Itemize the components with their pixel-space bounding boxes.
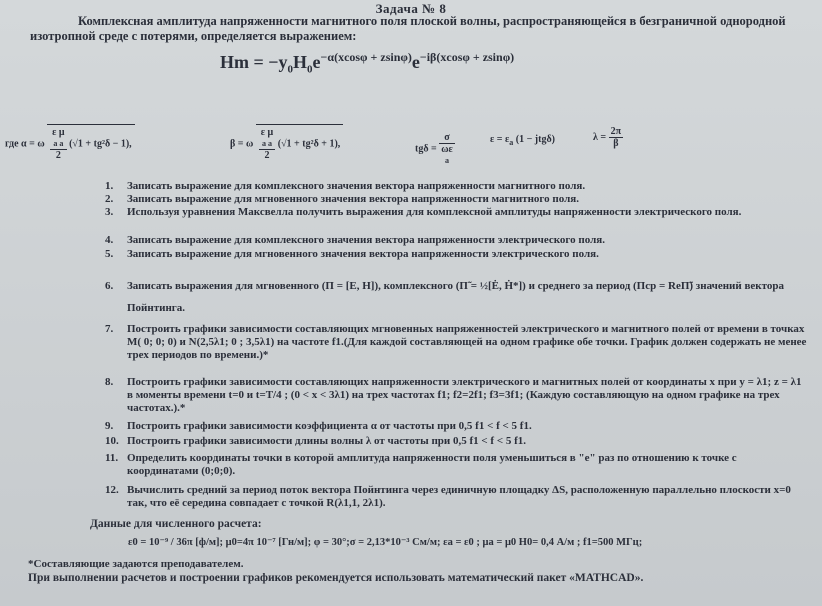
tg-definition: tgδ = σ ωε a (415, 132, 453, 165)
formula-exp-2: −iβ(xcosφ + zsinφ) (419, 50, 515, 64)
beta-sqrt: ε μ a a 2 (√1 + tg²δ + 1), (256, 124, 344, 161)
data-title: Данные для численного расчета: (90, 518, 262, 530)
document-page: Задача № 8 Комплексная амплитуда напряженности магнитного поля плоской волны, распространяющейся в безграничной однородной изотропной среде с потерями, определяется выражением: $Hm = -y_0H_0e^{-\alpha(xcos\varphi + zsin\varphi)}e^{-i\beta(xcos\varphi + zsin\varphi)}$ где α = ω ε μ a a 2 (√1 + tg²δ − 1), β = ω ε μ a a 2 (√1 + tg²δ + 1), tgδ = σ ωε a $\varepsilon = \varepsilon_a$ (1 − jtgδ) λ = $\frac{2\pi}{\beta}$ 1. Записать выражение для комплексного значения вектора напряженности магнитного поля. 2. Записать выражение для мгновенного значения вектора напряженности магнитного поля. 3. Используя уравнения Максвелла получить выражения для комплексной амплитуды напряженности электрического поля. 4. Записать выражение для комплексного значения вектора напряженности электрического поля. 5. Записать выражение для мгновенного значения вектора напряженности электрического поля. 6. Записать выражения для мгновенного (Π = [E, H]), комплексного (Π̃ = ½[Ė, Ḣ*]) и среднего за период (Πср = ReΠ̃) значений вектора Пойнтинга. 7. Построить графики зависимости составляющих мгновенных напряженностей электрического и магнитного полей от времени в точках M( 0; 0; 0) и N(2,5λ1; 0 ; 3,5λ1) на частоте f1.(Для каждой составляющей на одном графике обе точки. График должен содержать не менее трех периодов по времени.)* 8. Построить графики зависимости составляющих напряженности электрического и магнитных полей от координаты x при y = λ1; z = λ1 в моменты времени t=0 и t=T/4 ; (0 < x < 3λ1) на трех частотах f1; f2=2f1; f3=3f1; (Каждую составляющую на одном графике на трех частотах.).* 9. Построить графики зависимости коэффициента α от частоты при 0,5 f1 < f < 5 f1. 10. Построить графики зависимости длины волны λ от частоты при 0,5 f1 < f < 5 f1. 11. Определить координаты точки в которой амплитуда напряженности поля уменьшиться в "е" раз по отношению к точке с координатами (0;0;0). 12. Вычислить средний за период поток вектора Пойнтинга через единичную площадку ΔS, расположенную параллельно плоскости x=0 так, что её середина совпадает с точкой R(λ1,1, 2λ1). Данные для численного расчета: ε0 = 10⁻⁹ / 36π [ф/м]; μ0=4π 10⁻⁷ [Гн/м]; φ = 30°;σ = 2,13*10⁻³ См/м; εa = ε0 ; μa = μ0 H0= 0,4 А/м ; f1=500 МГц; *Составляющие задаются преподавателем. При выполнении расчетов и построении графиков рекомендуется использовать математический пакет «MATHCAD». (0, 0, 822, 606)
formula-h: H (293, 52, 308, 72)
alpha-sqrt: ε μ a a 2 (√1 + tg²δ − 1), (47, 124, 135, 161)
alpha-definition: где α = ω ε μ a a 2 (√1 + tg²δ − 1), (5, 124, 135, 161)
beta-definition: β = ω ε μ a a 2 (√1 + tg²δ + 1), (230, 124, 343, 161)
intro-paragraph: Комплексная амплитуда напряженности магнитного поля плоской волны, распространяющейся в безграничной однородной изотропной среде с потерями, определяется выражением: (30, 14, 786, 43)
formula-zero-sub-2: 0 (307, 63, 313, 76)
formula-rhs-start: = −y (249, 52, 288, 72)
formula-zero-sub-1: 0 (287, 63, 294, 76)
main-formula: $Hm = -y_0H_0e^{-\alpha(xcos\varphi + zsin\varphi)}e^{-i\beta(xcos\varphi + zsin\varphi)}$ (220, 50, 515, 76)
data-values: ε0 = 10⁻⁹ / 36π [ф/м]; μ0=4π 10⁻⁷ [Гн/м]; φ = 30°;σ = 2,13*10⁻³ См/м; εa = ε0 ; μa = μ0 H0= 0,4 А/м ; f1=500 МГц; (128, 537, 643, 548)
formula-mid: e (411, 52, 420, 72)
lambda-definition: λ = $\frac{2\pi}{\beta}$ (593, 126, 622, 149)
epsilon-definition: $\varepsilon = \varepsilon_a$ (1 − jtgδ) (490, 134, 555, 147)
footnote: *Составляющие задаются преподавателем. (28, 558, 244, 570)
closing-note: При выполнении расчетов и построении графиков рекомендуется использовать математический пакет «MATHCAD». (28, 572, 644, 584)
formula-lhs: Hm (220, 52, 249, 72)
page-title: Задача № 8 (375, 1, 447, 16)
definitions-row (5, 112, 815, 168)
formula-exp-1: −α(xcosφ + zsinφ) (320, 50, 412, 64)
